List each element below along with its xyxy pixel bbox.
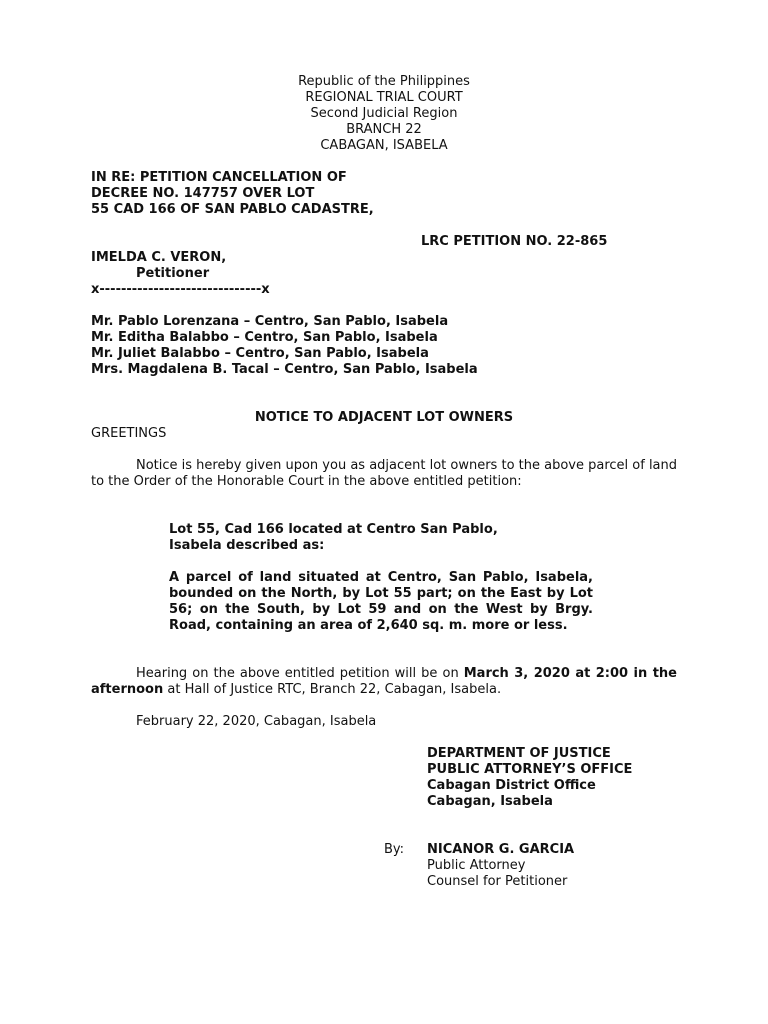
addressee-2: Mr. Editha Balabbo – Centro, San Pablo, Isabela xyxy=(91,330,438,345)
lot-line-2: Isabela described as: xyxy=(169,538,325,553)
office-pao: PUBLIC ATTORNEY’S OFFICE xyxy=(427,762,633,777)
notice-paragraph: Notice is hereby given upon you as adjacent lot owners to the above parcel of land to the Order of the Honorable Court in the above entitled petition: xyxy=(91,458,678,489)
petitioner-role: Petitioner xyxy=(136,266,210,281)
header-republic: Republic of the Philippines xyxy=(298,74,470,89)
in-re-line-3: 55 CAD 166 OF SAN PABLO CADASTRE, xyxy=(91,202,374,217)
in-re-line-1: IN RE: PETITION CANCELLATION OF xyxy=(91,170,347,185)
by-label: By: xyxy=(384,842,405,857)
hearing-date: March 3, 2020 at 2:00 in the afternoon xyxy=(91,666,677,697)
signatory-name: NICANOR G. GARCIA xyxy=(427,842,575,857)
signatory-title: Public Attorney xyxy=(427,858,526,873)
header-region: Second Judicial Region xyxy=(310,106,458,121)
office-district: Cabagan District Office xyxy=(427,778,596,793)
in-re-line-2: DECREE NO. 147757 OVER LOT xyxy=(91,186,315,201)
office-dept: DEPARTMENT OF JUSTICE xyxy=(427,746,611,761)
notice-title: NOTICE TO ADJACENT LOT OWNERS xyxy=(254,410,514,425)
greeting: GREETINGS xyxy=(91,426,167,441)
header-court: REGIONAL TRIAL COURT xyxy=(305,90,463,105)
addressee-1: Mr. Pablo Lorenzana – Centro, San Pablo, Isabela xyxy=(91,314,449,329)
case-number: LRC PETITION NO. 22-865 xyxy=(421,234,608,249)
lot-line-1: Lot 55, Cad 166 located at Centro San Pablo, xyxy=(169,522,498,537)
caption-separator: x------------------------------x xyxy=(91,282,270,297)
date-place: February 22, 2020, Cabagan, Isabela xyxy=(136,714,377,729)
hearing-suffix: at Hall of Justice RTC, Branch 22, Cabagan, Isabela. xyxy=(163,682,502,697)
header-branch: BRANCH 22 xyxy=(346,122,422,137)
hearing-paragraph xyxy=(91,666,677,698)
header-location: CABAGAN, ISABELA xyxy=(320,138,448,153)
addressee-3: Mr. Juliet Balabbo – Centro, San Pablo, Isabela xyxy=(91,346,429,361)
lot-description: A parcel of land situated at Centro, San Pablo, Isabela, bounded on the North, by Lot 55 part; on the East by Lot 56; on the South, by Lot 59 and on the West by Brgy. Road, containing an area of 2,640 sq. m. more or less. xyxy=(169,570,593,633)
signatory-role: Counsel for Petitioner xyxy=(427,874,568,889)
petitioner-name: IMELDA C. VERON, xyxy=(91,250,227,265)
office-address: Cabagan, Isabela xyxy=(427,794,553,809)
addressee-4: Mrs. Magdalena B. Tacal – Centro, San Pablo, Isabela xyxy=(91,362,478,377)
hearing-prefix: Hearing on the above entitled petition will be on xyxy=(136,666,464,681)
